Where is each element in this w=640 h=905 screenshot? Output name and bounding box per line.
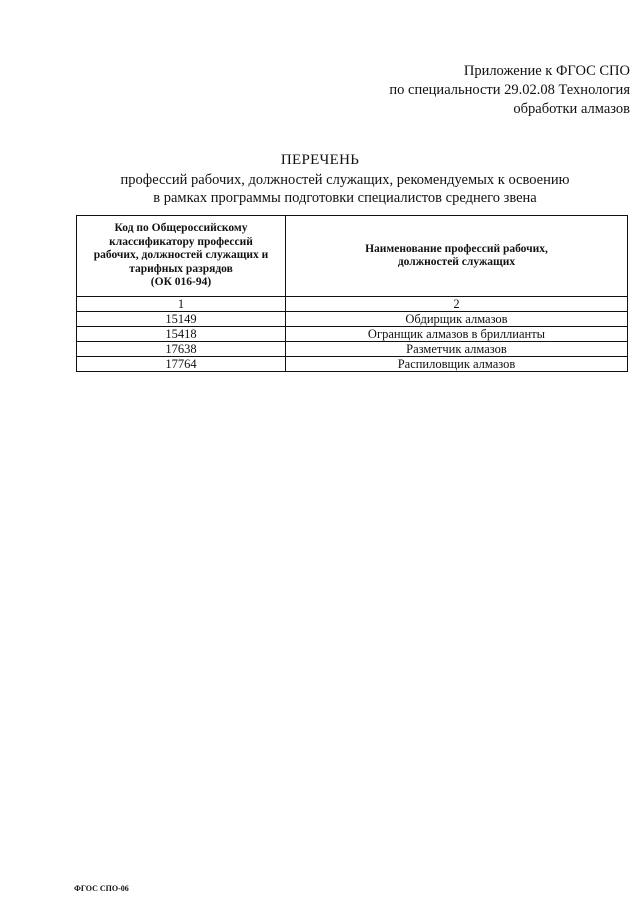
professions-table [76, 215, 628, 372]
profession-code: 15149 [77, 312, 286, 327]
table-row [77, 342, 628, 357]
profession-name: Разметчик алмазов [286, 342, 628, 357]
header-code-line: рабочих, должностей служащих и [93, 249, 269, 262]
subtitle-line-2: в рамках программы подготовки специалистов среднего звена [153, 190, 537, 206]
header-name-line: Наименование профессий рабочих, [365, 242, 548, 255]
document-subtitle [0, 171, 640, 207]
profession-code: 15418 [77, 327, 286, 342]
header-name-column [286, 216, 628, 297]
header-name-line: должностей служащих [397, 256, 516, 268]
appendix-note [310, 62, 630, 119]
appendix-line-1: Приложение к ФГОС СПО [463, 63, 630, 79]
profession-code: 17764 [77, 357, 286, 372]
page-footer: ФГОС СПО-06 [74, 884, 129, 893]
profession-code: 17638 [77, 342, 286, 357]
table-row [77, 357, 628, 372]
header-code-line: классификатору профессий [109, 235, 253, 248]
column-number-2: 2 [286, 297, 628, 312]
appendix-line-2: по специальности 29.02.08 Технология [389, 82, 630, 98]
profession-name: Распиловщик алмазов [286, 357, 628, 372]
profession-name: Обдирщик алмазов [286, 312, 628, 327]
column-number-1: 1 [77, 297, 286, 312]
appendix-line-3: обработки алмазов [513, 101, 630, 117]
document-heading: ПЕРЕЧЕНЬ [280, 152, 360, 168]
table-row [77, 312, 628, 327]
header-code-column [77, 216, 286, 297]
profession-name: Огранщик алмазов в бриллианты [286, 327, 628, 342]
column-number-row [77, 297, 628, 312]
header-code-line: тарифных разрядов [129, 262, 233, 275]
header-code-line: (ОК 016-94) [150, 276, 212, 289]
table-header-row [77, 216, 628, 297]
subtitle-line-1: профессий рабочих, должностей служащих, рекомендуемых к освоению [120, 172, 570, 188]
header-code-line: Код по Общероссийскому [114, 222, 248, 235]
table-row [77, 327, 628, 342]
